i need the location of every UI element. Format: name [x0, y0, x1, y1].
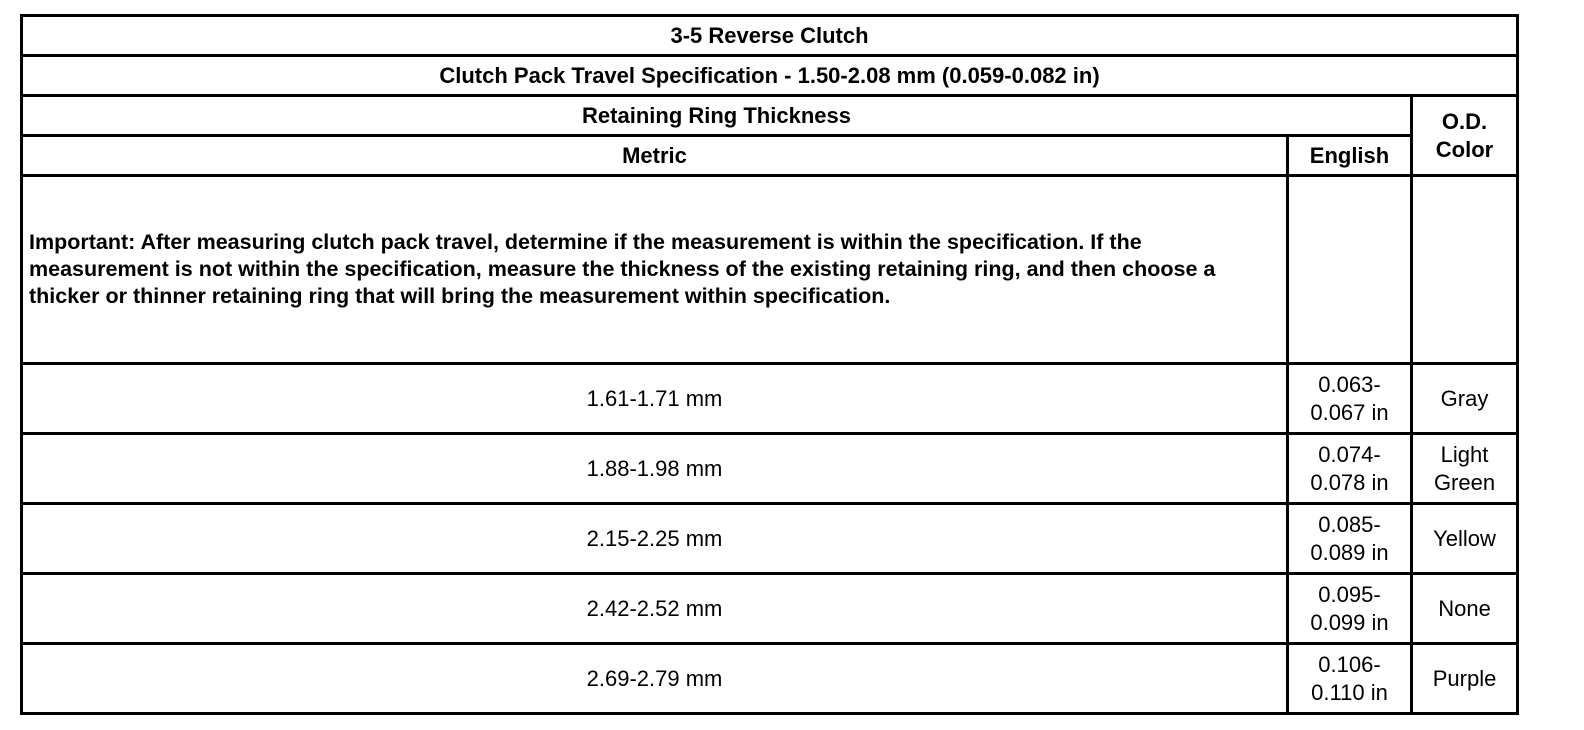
color-cell: Purple	[1412, 644, 1518, 714]
table-row	[22, 434, 1518, 504]
table-row	[22, 504, 1518, 574]
metric-cell: 1.88-1.98 mm	[22, 434, 1288, 504]
empty-color-cell	[1412, 176, 1518, 364]
empty-english-cell	[1288, 176, 1412, 364]
color-cell: Yellow	[1412, 504, 1518, 574]
table-row	[22, 364, 1518, 434]
metric-cell: 1.61-1.71 mm	[22, 364, 1288, 434]
metric-cell: 2.42-2.52 mm	[22, 574, 1288, 644]
english-cell: 0.074-0.078 in	[1288, 434, 1412, 504]
od-color-header: O.D. Color	[1412, 96, 1518, 176]
english-cell: 0.095-0.099 in	[1288, 574, 1412, 644]
clutch-pack-travel-spec: Clutch Pack Travel Specification - 1.50-2.08 mm (0.059-0.082 in)	[22, 56, 1518, 96]
metric-header: Metric	[22, 136, 1288, 176]
table-title: 3-5 Reverse Clutch	[22, 16, 1518, 56]
important-note: Important: After measuring clutch pack travel, determine if the measurement is within the specification. If the measurement is not within the specification, measure the thickness of the existing retaining ring, and then choose a thicker or thinner retaining ring that will bring the measurement within specification.	[22, 176, 1288, 364]
english-cell: 0.063-0.067 in	[1288, 364, 1412, 434]
color-cell: None	[1412, 574, 1518, 644]
english-cell: 0.085-0.089 in	[1288, 504, 1412, 574]
english-header: English	[1288, 136, 1412, 176]
ring-thickness-header: Retaining Ring Thickness	[22, 96, 1412, 136]
table-row	[22, 574, 1518, 644]
metric-cell: 2.69-2.79 mm	[22, 644, 1288, 714]
english-cell: 0.106-0.110 in	[1288, 644, 1412, 714]
table-row	[22, 644, 1518, 714]
retaining-ring-spec-table	[20, 14, 1519, 715]
metric-cell: 2.15-2.25 mm	[22, 504, 1288, 574]
color-cell: Gray	[1412, 364, 1518, 434]
color-cell: Light Green	[1412, 434, 1518, 504]
